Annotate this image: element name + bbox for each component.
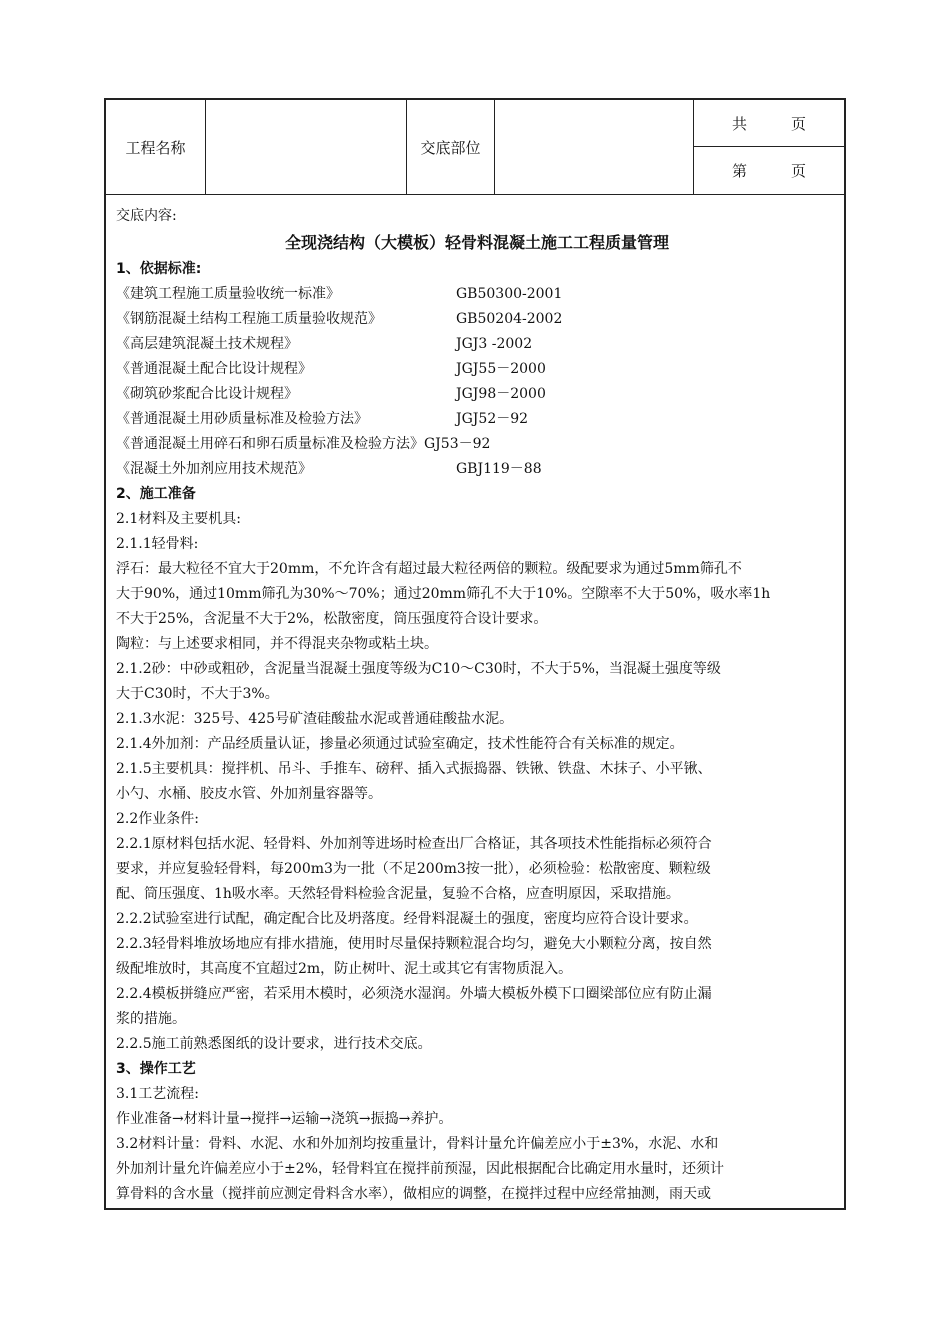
- text-line: 2.2.2试验室进行试配，确定配合比及坍落度。经骨料混凝土的强度，密度均应符合设计要求。: [116, 911, 698, 927]
- standard-item: 《钢筋混凝土结构工程施工质量验收规范》 GB50204-2002: [116, 311, 563, 327]
- text-line: 要求，并应复验轻骨料，每200m3为一批（不足200m3按一批），必须检验：松散密度、颗粒级: [116, 861, 711, 877]
- text-line: 2.2作业条件:: [116, 811, 199, 827]
- total-label: 共: [731, 114, 747, 133]
- text-line: 2.2.1原材料包括水泥、轻骨料、外加剂等进场时检查出厂合格证，其各项技术性能指标必须符合: [116, 836, 712, 852]
- number-label: 第: [731, 162, 747, 180]
- location-value[interactable]: [495, 100, 694, 194]
- project-name-label: 工程名称: [106, 100, 206, 194]
- text-line: 大于C30时，不大于3%。: [116, 686, 279, 702]
- standards-list: [116, 282, 838, 482]
- text-line: 外加剂计量允许偏差应小于±2%，轻骨料宜在搅拌前预湿，因此根据配合比确定用水量时，还须计: [116, 1161, 724, 1177]
- text-line: 2.1材料及主要机具:: [116, 511, 241, 527]
- page-label: 页: [791, 114, 807, 133]
- standard-item: 《普通混凝土用碎石和卵石质量标准及检验方法》 GJ53－92: [116, 436, 491, 452]
- text-line: 2.1.5主要机具：搅拌机、吊斗、手推车、磅秤、插入式振捣器、铁锹、铁盘、木抹子、小平锹、: [116, 761, 712, 777]
- section-2-heading: 2、施工准备: [116, 486, 196, 502]
- section-1-heading: 1、依据标准:: [116, 261, 202, 277]
- text-line: 2.2.5施工前熟悉图纸的设计要求，进行技术交底。: [116, 1036, 432, 1052]
- section-3-body: [116, 1082, 838, 1207]
- page-label-2: 页: [791, 162, 807, 180]
- standard-item: 《普通混凝土用砂质量标准及检验方法》 JGJ52－92: [116, 411, 529, 427]
- text-line: 2.2.4模板拼缝应严密，若采用木模时，必须浇水湿润。外墙大模板外模下口圈梁部位应有防止漏: [116, 986, 712, 1002]
- text-line: 小勺、水桶、胶皮水管、外加剂量容器等。: [116, 786, 382, 802]
- text-line: 浮石：最大粒径不宜大于20mm，不允许含有超过最大粒径两倍的颗粒。级配要求为通过5mm筛孔不: [116, 561, 742, 577]
- standard-item: 《建筑工程施工质量验收统一标准》 GB50300-2001: [116, 286, 563, 302]
- text-line: 陶粒：与上述要求相同，并不得混夹杂物或粘土块。: [116, 636, 438, 652]
- text-line: 2.1.3水泥：325号、425号矿渣硅酸盐水泥或普通硅酸盐水泥。: [116, 711, 514, 727]
- text-line: 2.1.4外加剂：产品经质量认证，掺量必须通过试验室确定，技术性能符合有关标准的规定。: [116, 736, 684, 752]
- standard-item: 《混凝土外加剂应用技术规范》 GBJ119－88: [116, 461, 542, 477]
- section-3-heading: 3、操作工艺: [116, 1061, 196, 1077]
- text-line: 2.1.2砂：中砂或粗砂，含泥量当混凝土强度等级为C10～C30时，不大于5%，当混凝土强度等级: [116, 661, 721, 677]
- intro-label: 交底内容:: [116, 208, 177, 224]
- standard-item: 《高层建筑混凝土技术规程》 JGJ3 -2002: [116, 336, 533, 352]
- project-name-value[interactable]: [206, 100, 407, 194]
- total-pages-cell: [694, 100, 844, 147]
- text-line: 作业准备→材料计量→搅拌→运输→浇筑→振捣→养护。: [116, 1111, 453, 1127]
- section-2-body: [116, 507, 838, 1057]
- page-number-cell: [694, 147, 844, 194]
- document-title: 全现浇结构（大模板）轻骨料混凝土施工工程质量管理: [284, 233, 669, 252]
- form-sheet: [104, 98, 846, 1210]
- header-table: [106, 100, 844, 195]
- text-line: 2.1.1轻骨料:: [116, 536, 199, 552]
- text-line: 大于90%，通过10mm筛孔为30%～70%；通过20mm筛孔不大于10%。空隙率不大于50%，吸水率1h: [116, 586, 771, 602]
- content-body: [116, 204, 838, 1207]
- text-line: 2.2.3轻骨料堆放场地应有排水措施，使用时尽量保持颗粒混合均匀，避免大小颗粒分离，按自然: [116, 936, 712, 952]
- text-line: 浆的措施。: [116, 1011, 186, 1027]
- text-line: 算骨料的含水量（搅拌前应测定骨料含水率），做相应的调整，在搅拌过程中应经常抽测，雨天或: [116, 1186, 711, 1202]
- standard-item: 《砌筑砂浆配合比设计规程》 JGJ98－2000: [116, 386, 546, 402]
- location-label: 交底部位: [407, 100, 495, 194]
- text-line: 不大于25%，含泥量不大于2%，松散密度，筒压强度符合设计要求。: [116, 611, 548, 627]
- text-line: 配、筒压强度、1h吸水率。天然轻骨料检验含泥量，复验不合格，应查明原因，采取措施。: [116, 886, 680, 902]
- text-line: 3.2材料计量：骨料、水泥、水和外加剂均按重量计，骨料计量允许偏差应小于±3%，水泥、水和: [116, 1136, 719, 1152]
- text-line: 级配堆放时，其高度不宜超过2m，防止树叶、泥土或其它有害物质混入。: [116, 961, 573, 977]
- standard-item: 《普通混凝土配合比设计规程》 JGJ55－2000: [116, 361, 546, 377]
- text-line: 3.1工艺流程:: [116, 1086, 199, 1102]
